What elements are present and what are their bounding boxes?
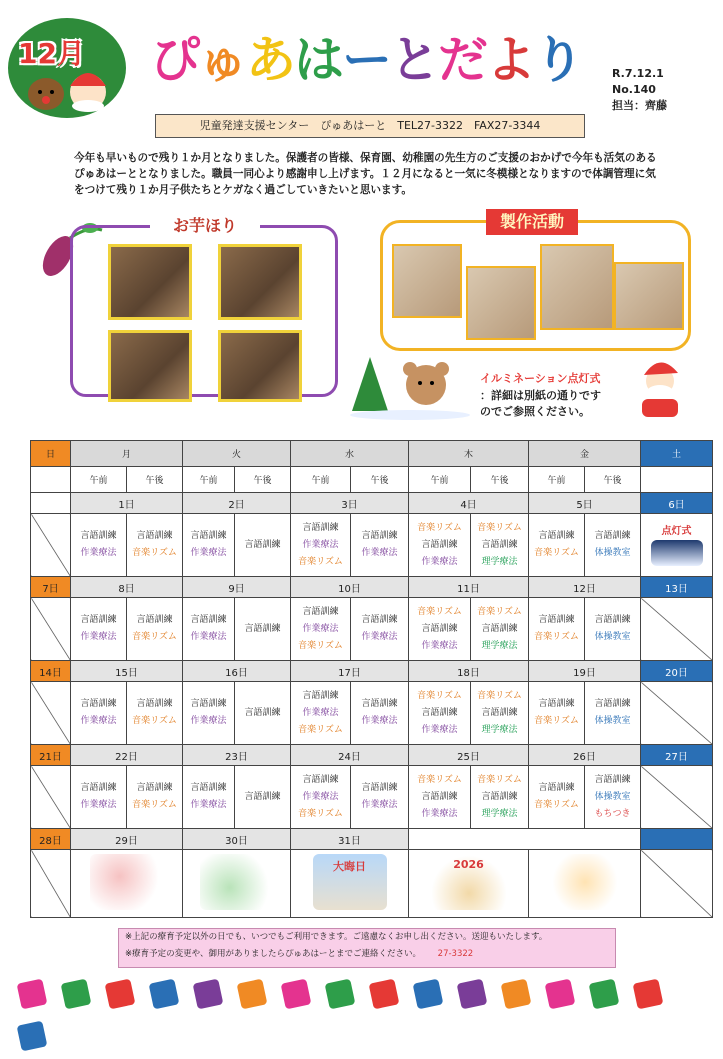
activity-cell <box>529 682 585 745</box>
date-cell: 23日 <box>183 745 291 766</box>
date-sat-cell: 13日 <box>641 577 713 598</box>
saturday-closed-cell <box>641 598 713 661</box>
activity-label: 作業療法 <box>302 539 339 550</box>
pm-header: 午後 <box>127 467 183 493</box>
activity-cell <box>409 598 471 661</box>
title-char: だ <box>438 31 486 89</box>
gift-box-icon <box>193 979 224 1010</box>
day-header: 月 <box>71 441 183 467</box>
sunday-closed-cell <box>31 598 71 661</box>
activity-cell <box>585 598 641 661</box>
blank-cell <box>31 467 71 493</box>
activity-label: 言語訓練 <box>481 707 518 718</box>
date-sun-cell: 7日 <box>31 577 71 598</box>
date-cell: 17日 <box>291 661 409 682</box>
activity-cell <box>235 766 291 829</box>
activity-label: 言語訓練 <box>190 699 227 709</box>
activity-label: 言語訓練 <box>302 522 339 533</box>
activity-cell <box>71 682 127 745</box>
activity-label: 言語訓練 <box>361 699 398 709</box>
activity-label: 体操教室 <box>594 548 631 558</box>
activity-label: 体操教室 <box>594 791 631 802</box>
date-sat-cell: 27日 <box>641 745 713 766</box>
activity-cell <box>235 682 291 745</box>
date-cell: 1日 <box>71 493 183 514</box>
activity-cell <box>235 598 291 661</box>
picture-label: 大晦日 <box>333 860 366 873</box>
issue-author: 担当：齊藤 <box>612 99 667 112</box>
title-char: あ <box>246 31 294 89</box>
activity-cell <box>71 766 127 829</box>
activity-cell <box>183 766 235 829</box>
date-cell: 4日 <box>409 493 529 514</box>
title-char: ぴ <box>150 31 198 89</box>
gift-border <box>10 975 713 1015</box>
gift-box-icon <box>237 979 268 1010</box>
gift-box-icon <box>413 979 444 1010</box>
winter-town-icon <box>651 540 703 566</box>
issue-number: No.140 <box>612 83 656 96</box>
activity-label: 音楽リズム <box>417 522 462 533</box>
activity-label: 体操教室 <box>594 632 631 642</box>
activity-label: 言語訓練 <box>80 531 117 541</box>
day-header: 木 <box>409 441 529 467</box>
newsletter-title <box>150 20 582 90</box>
date-cell: 16日 <box>183 661 291 682</box>
month-label: 12月 <box>18 37 85 70</box>
activity-label: 言語訓練 <box>594 699 631 709</box>
activity-label: 言語訓練 <box>481 623 518 634</box>
activity-label: 作業療法 <box>302 623 339 634</box>
illumination-note: ：詳細は別紙の通りですのでご参照ください。 <box>480 389 601 418</box>
activity-label: 音楽リズム <box>477 522 522 533</box>
activity-cell <box>529 598 585 661</box>
gift-box-icon <box>61 979 92 1010</box>
gift-box-icon <box>369 979 400 1010</box>
activity-label: 作業療法 <box>421 640 458 651</box>
activity-label: 作業療法 <box>421 556 458 567</box>
date-cell: 26日 <box>529 745 641 766</box>
pm-header: 午後 <box>235 467 291 493</box>
day-header: 水 <box>291 441 409 467</box>
blank-cell <box>409 829 641 850</box>
activity-cell <box>127 766 183 829</box>
activity-label: 言語訓練 <box>80 615 117 625</box>
illumination-title: イルミネーション点灯式 <box>480 372 601 385</box>
activity-cell <box>71 514 127 577</box>
date-sun-cell <box>31 493 71 514</box>
date-cell: 12日 <box>529 577 641 598</box>
activity-label: 言語訓練 <box>594 615 631 625</box>
activity-label: 言語訓練 <box>244 707 281 718</box>
date-cell: 29日 <box>71 829 183 850</box>
lighting-event-label: 点灯式 <box>661 525 692 537</box>
activity-label: 音楽リズム <box>534 716 579 726</box>
saturday-closed-cell <box>641 682 713 745</box>
title-char: ゅ <box>198 31 246 89</box>
activity-cell <box>351 598 409 661</box>
activity-label: 作業療法 <box>190 716 227 726</box>
date-cell: 30日 <box>183 829 291 850</box>
pm-header: 午後 <box>471 467 529 493</box>
activity-label: 作業療法 <box>80 548 117 558</box>
activity-cell <box>471 514 529 577</box>
activity-label: 言語訓練 <box>190 615 227 625</box>
gift-box-icon <box>545 979 576 1010</box>
omisoka-icon <box>313 854 387 910</box>
date-sun-cell: 28日 <box>31 829 71 850</box>
activity-label: 音楽リズム <box>534 632 579 642</box>
activity-label: 音楽リズム <box>477 774 522 785</box>
christmas-tree-icon <box>200 854 274 910</box>
activity-label: 作業療法 <box>190 800 227 810</box>
schedule-calendar <box>30 440 713 918</box>
santa-children-icon <box>90 854 164 910</box>
date-cell: 25日 <box>409 745 529 766</box>
imo-photo-3 <box>108 330 192 402</box>
activity-label: 言語訓練 <box>538 615 575 625</box>
date-cell: 31日 <box>291 829 409 850</box>
mochitsuki-cell <box>529 850 641 918</box>
am-header: 午前 <box>71 467 127 493</box>
am-header: 午前 <box>529 467 585 493</box>
date-cell: 2日 <box>183 493 291 514</box>
tree-bear-icon <box>350 355 470 420</box>
activity-cell <box>529 514 585 577</box>
activity-label: 作業療法 <box>302 791 339 802</box>
sunday-closed-cell <box>31 766 71 829</box>
activity-cell <box>291 766 351 829</box>
christmas-tree-cell <box>183 850 291 918</box>
activity-label: 音楽リズム <box>417 690 462 701</box>
am-header: 午前 <box>183 467 235 493</box>
activity-label: 言語訓練 <box>136 531 173 541</box>
gift-box-icon <box>325 979 356 1010</box>
activity-label: 言語訓練 <box>538 531 575 541</box>
issue-date: R.7.12.1 <box>612 67 664 80</box>
activity-cell <box>351 682 409 745</box>
activity-label: 言語訓練 <box>244 539 281 550</box>
activity-label: 作業療法 <box>361 716 398 726</box>
activity-label: 言語訓練 <box>421 539 458 550</box>
month-badge <box>8 18 126 118</box>
new-year-cell <box>409 850 529 918</box>
seisaku-photo-4 <box>614 262 684 330</box>
activity-label: 言語訓練 <box>302 606 339 617</box>
activity-label: 言語訓練 <box>244 791 281 802</box>
activity-cell <box>183 598 235 661</box>
activity-label: 言語訓練 <box>136 783 173 793</box>
illumination-notice <box>350 355 710 420</box>
activity-label: 言語訓練 <box>361 615 398 625</box>
activity-label: 作業療法 <box>80 632 117 642</box>
activity-label: 理学療法 <box>481 556 518 567</box>
activity-label: 言語訓練 <box>421 791 458 802</box>
title-char: と <box>390 31 438 89</box>
saturday-event-cell <box>641 514 713 577</box>
activity-label: 言語訓練 <box>538 699 575 709</box>
pm-header: 午後 <box>351 467 409 493</box>
gift-box-icon <box>589 979 620 1010</box>
imo-photo-1 <box>108 244 192 320</box>
activity-label: 音楽リズム <box>132 548 177 558</box>
intro-text: 今年も早いもので残り１か月となりました。保護者の皆様、保育園、幼稚園の先生方のご支援のおかげで今年も活気のあるぴゅあはーととなりました。職員一同心より感謝申し上げます。１２月になると一気に冬模様となりますので体調管理に気をつけて残り１か月子供たちとケガなく過ごしていきたいと思います。 <box>74 152 657 196</box>
activity-label: 言語訓練 <box>361 531 398 541</box>
activity-label: 音楽リズム <box>534 548 579 558</box>
date-cell: 3日 <box>291 493 409 514</box>
activity-cell <box>585 682 641 745</box>
footer-note <box>118 928 616 968</box>
date-cell: 10日 <box>291 577 409 598</box>
day-header: 火 <box>183 441 291 467</box>
activity-cell <box>471 598 529 661</box>
activity-cell <box>127 598 183 661</box>
activity-label: 言語訓練 <box>361 783 398 793</box>
footer-line-1: ※上記の療育予定以外の日でも、いつでもご利用できます。ご遠慮なくお申し出ください。送迎もいたします。 <box>125 932 548 942</box>
gift-box-icon <box>501 979 532 1010</box>
activity-cell <box>183 514 235 577</box>
new-year-icon <box>432 854 506 910</box>
am-header: 午前 <box>291 467 351 493</box>
gift-box-icon <box>17 1021 48 1052</box>
activity-label: 作業療法 <box>302 707 339 718</box>
activity-label: 言語訓練 <box>190 783 227 793</box>
gift-box-icon <box>457 979 488 1010</box>
reindeer-santa-icon <box>22 66 112 112</box>
activity-cell <box>585 514 641 577</box>
day-header: 金 <box>529 441 641 467</box>
activity-cell <box>471 766 529 829</box>
activity-label: 体操教室 <box>594 716 631 726</box>
activity-cell <box>183 682 235 745</box>
activity-label: 言語訓練 <box>80 699 117 709</box>
footer-line-2-text: ※療育予定の変更や、御用がありましたらぴゅあはーとまでご連絡ください。 <box>125 949 421 959</box>
activity-label: 言語訓練 <box>190 531 227 541</box>
date-cell: 22日 <box>71 745 183 766</box>
activity-label: 言語訓練 <box>302 690 339 701</box>
activity-cell <box>471 682 529 745</box>
activity-cell <box>235 514 291 577</box>
picture-label: 2026 <box>453 858 484 871</box>
date-sat-cell <box>641 829 713 850</box>
activity-cell <box>127 514 183 577</box>
activity-label: 言語訓練 <box>302 774 339 785</box>
imo-photo-4 <box>218 330 302 402</box>
activity-cell <box>127 682 183 745</box>
activity-cell <box>585 766 641 829</box>
activity-label: 作業療法 <box>190 548 227 558</box>
activity-label: 言語訓練 <box>136 699 173 709</box>
activity-label: 理学療法 <box>481 640 518 651</box>
day-header-sun: 日 <box>31 441 71 467</box>
sunday-closed-cell <box>31 682 71 745</box>
seisaku-photo-3 <box>540 244 614 330</box>
gift-box-icon <box>281 979 312 1010</box>
saturday-closed-cell <box>641 850 713 918</box>
imo-hori-title: お芋ほり <box>150 214 260 238</box>
imo-photo-2 <box>218 244 302 320</box>
activity-label: 音楽リズム <box>477 690 522 701</box>
date-cell: 8日 <box>71 577 183 598</box>
mochitsuki-icon <box>548 854 622 910</box>
activity-cell <box>351 514 409 577</box>
organization-bar: 児童発達支援センター ぴゅあはーと TEL27-3322 FAX27-3344 <box>155 114 585 138</box>
seisaku-photo-1 <box>392 244 462 318</box>
footer-line-2 <box>125 946 615 963</box>
activity-label: 理学療法 <box>481 724 518 735</box>
santa-children-cell <box>71 850 183 918</box>
omisoka-cell <box>291 850 409 918</box>
title-char: り <box>534 31 582 89</box>
activity-label: 言語訓練 <box>481 791 518 802</box>
seisaku-photo-2 <box>466 266 536 340</box>
activity-label: 音楽リズム <box>132 716 177 726</box>
activity-label: 作業療法 <box>80 716 117 726</box>
title-char: は <box>294 31 342 89</box>
blank-cell <box>641 467 713 493</box>
activity-label: 作業療法 <box>421 724 458 735</box>
activity-label: 音楽リズム <box>132 632 177 642</box>
activity-label: 言語訓練 <box>594 531 631 541</box>
date-cell: 18日 <box>409 661 529 682</box>
activity-cell <box>351 766 409 829</box>
activity-label: 音楽リズム <box>477 606 522 617</box>
gift-box-icon <box>17 979 48 1010</box>
gift-box-icon <box>633 979 664 1010</box>
date-cell: 19日 <box>529 661 641 682</box>
activity-cell <box>529 766 585 829</box>
title-char: ー <box>342 31 390 89</box>
activity-label: 音楽リズム <box>132 800 177 810</box>
activity-label: 音楽リズム <box>417 606 462 617</box>
activity-label: もちつき <box>594 808 631 819</box>
activity-label: 言語訓練 <box>80 783 117 793</box>
activity-cell <box>409 682 471 745</box>
activity-cell <box>409 514 471 577</box>
activity-label: 作業療法 <box>361 632 398 642</box>
date-cell: 24日 <box>291 745 409 766</box>
activity-label: 言語訓練 <box>421 623 458 634</box>
activity-label: 作業療法 <box>80 800 117 810</box>
date-cell: 15日 <box>71 661 183 682</box>
date-sat-cell: 6日 <box>641 493 713 514</box>
activity-label: 音楽リズム <box>298 808 343 819</box>
footer-phone: 27-3322 <box>437 949 474 959</box>
date-cell: 9日 <box>183 577 291 598</box>
activity-label: 理学療法 <box>481 808 518 819</box>
title-char: よ <box>486 31 534 89</box>
activity-cell <box>409 766 471 829</box>
date-sun-cell: 21日 <box>31 745 71 766</box>
date-cell: 11日 <box>409 577 529 598</box>
activity-cell <box>291 682 351 745</box>
activity-label: 作業療法 <box>361 548 398 558</box>
gift-box-icon <box>105 979 136 1010</box>
pm-header: 午後 <box>585 467 641 493</box>
activity-label: 作業療法 <box>421 808 458 819</box>
sunday-closed-cell <box>31 514 71 577</box>
santa-icon <box>620 355 710 420</box>
date-sat-cell: 20日 <box>641 661 713 682</box>
activity-label: 音楽リズム <box>417 774 462 785</box>
activity-label: 言語訓練 <box>594 774 631 785</box>
activity-label: 音楽リズム <box>298 724 343 735</box>
activity-label: 作業療法 <box>190 632 227 642</box>
sunday-closed-cell <box>31 850 71 918</box>
activity-cell <box>291 514 351 577</box>
date-sun-cell: 14日 <box>31 661 71 682</box>
activity-label: 言語訓練 <box>481 539 518 550</box>
activity-cell <box>291 598 351 661</box>
activity-label: 音楽リズム <box>534 800 579 810</box>
gift-box-icon <box>149 979 180 1010</box>
activity-label: 言語訓練 <box>136 615 173 625</box>
activity-label: 言語訓練 <box>244 623 281 634</box>
saturday-closed-cell <box>641 766 713 829</box>
activity-cell <box>71 598 127 661</box>
activity-label: 作業療法 <box>361 800 398 810</box>
day-header-sat: 土 <box>641 441 713 467</box>
seisaku-title: 製作活動 <box>486 209 578 235</box>
activity-label: 音楽リズム <box>298 640 343 651</box>
activity-label: 言語訓練 <box>538 783 575 793</box>
am-header: 午前 <box>409 467 471 493</box>
activity-label: 言語訓練 <box>421 707 458 718</box>
date-cell: 5日 <box>529 493 641 514</box>
issue-meta <box>612 66 667 114</box>
activity-label: 音楽リズム <box>298 556 343 567</box>
